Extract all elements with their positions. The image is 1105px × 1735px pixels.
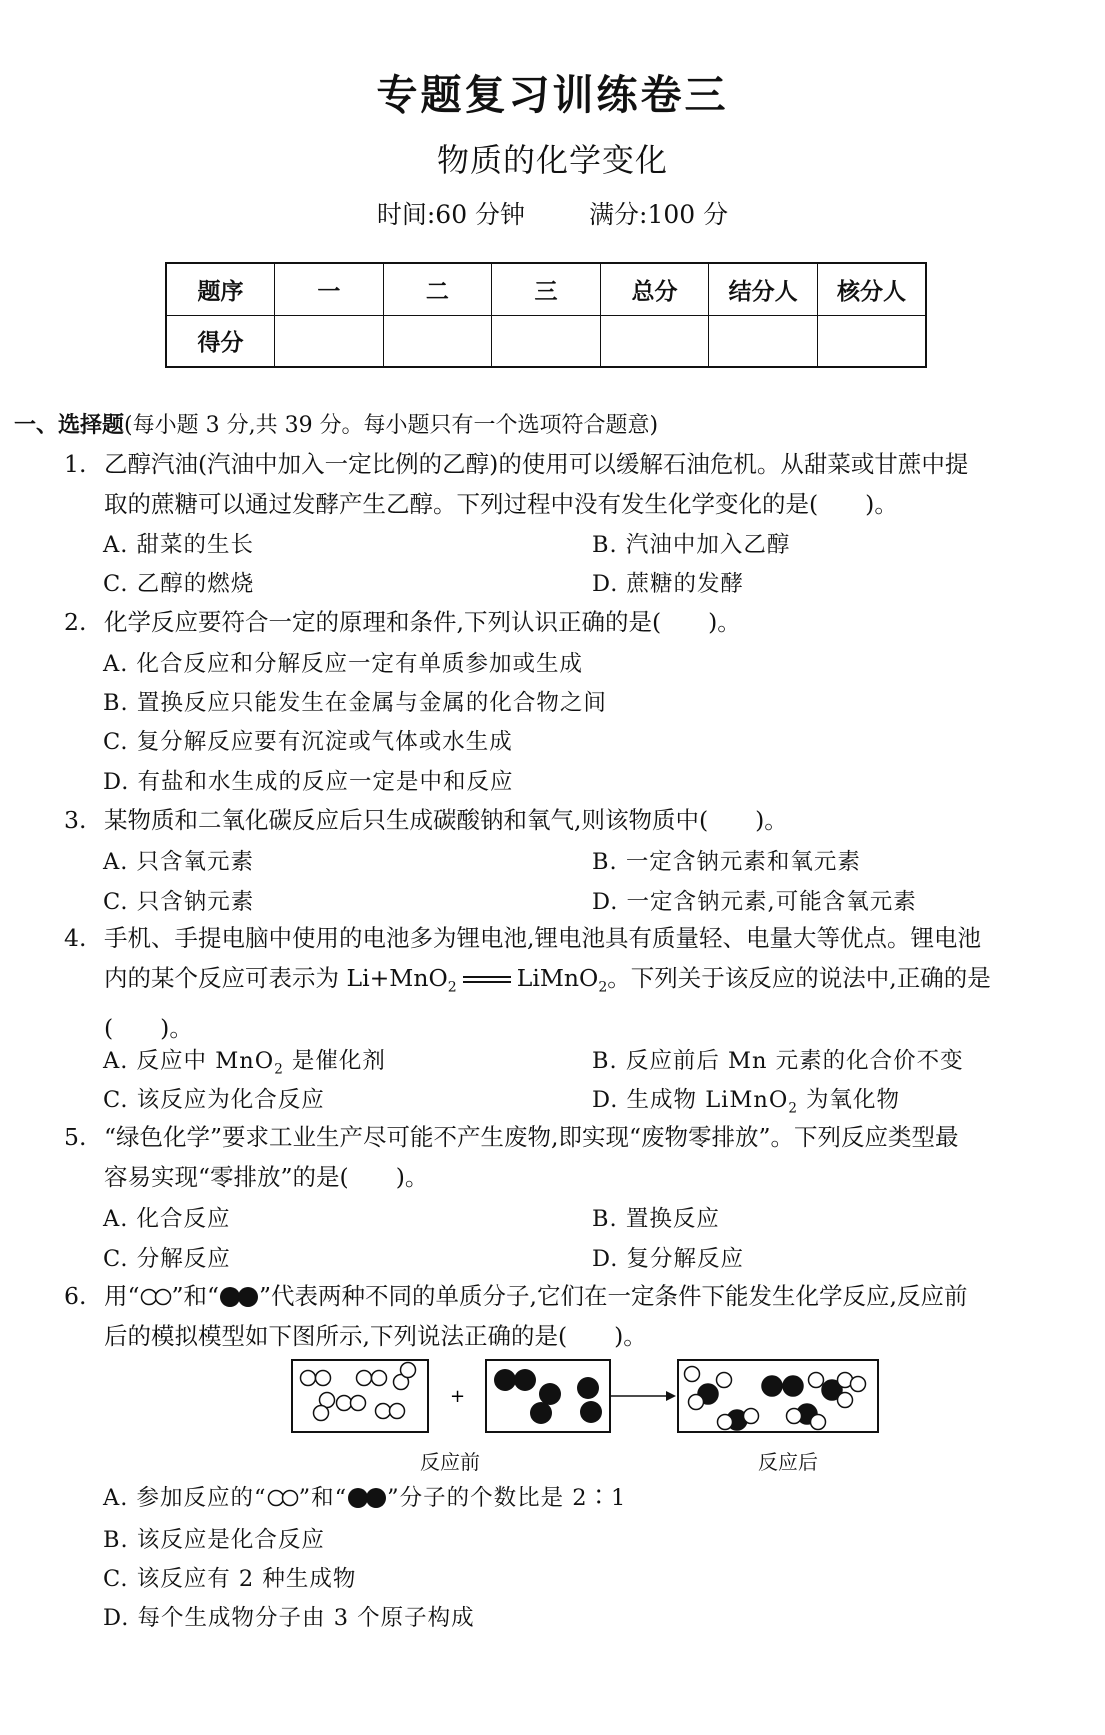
- question-text: 乙醇汽油(汽油中加入一定比例的乙醇)的使用可以缓解石油危机。从甜菜或甘蔗中提: [104, 450, 969, 478]
- option-text: A. 参加反应的“: [103, 1485, 267, 1511]
- subscript: 2: [788, 1100, 798, 1117]
- question-text: ”代表两种不同的单质分子,它们在一定条件下能发生化学反应,反应前: [259, 1282, 968, 1310]
- score-table-cell: 一: [275, 263, 384, 315]
- question-number: 2.: [64, 608, 87, 636]
- option-c[interactable]: C. 乙醇的燃烧: [103, 571, 255, 597]
- equation-part: 内的某个反应可表示为 Li+MnO: [104, 964, 448, 992]
- question-number: 5.: [64, 1123, 87, 1151]
- white-molecule-icon: [267, 1489, 299, 1507]
- score-input-cell[interactable]: [492, 315, 601, 367]
- score-table-cell: 三: [492, 263, 601, 315]
- option-text: ”和“: [298, 1485, 348, 1511]
- option-a[interactable]: A. 化合反应: [103, 1206, 231, 1232]
- score-table: [165, 262, 927, 368]
- option-b[interactable]: B. 该反应是化合反应: [103, 1527, 325, 1553]
- option-text: ”分子的个数比是 2∶1: [387, 1485, 627, 1511]
- option-d[interactable]: D. 每个生成物分子由 3 个原子构成: [103, 1605, 475, 1631]
- option-b[interactable]: B. 一定含钠元素和氧元素: [592, 849, 861, 875]
- question-text: 用“: [104, 1282, 140, 1310]
- score-table-header-row: [166, 263, 926, 315]
- option-c[interactable]: C. 复分解反应要有沉淀或气体或水生成: [103, 729, 513, 755]
- question-text-equation: [104, 958, 1084, 1008]
- question-text: 容易实现“零排放”的是( )。: [104, 1163, 429, 1191]
- subscript: 2: [274, 1061, 284, 1078]
- time-limit: 时间:60 分钟: [376, 200, 526, 229]
- option-c[interactable]: C. 该反应为化合反应: [103, 1087, 325, 1113]
- question-text: ( )。: [104, 1013, 193, 1042]
- section-note: (每小题 3 分,共 39 分。每小题只有一个选项符合题意): [124, 413, 659, 438]
- option-text: A. 反应中 MnO: [103, 1048, 275, 1074]
- equation-part: LiMnO: [516, 964, 599, 992]
- question-number: 6.: [64, 1282, 87, 1310]
- option-a[interactable]: A. 只含氧元素: [103, 849, 255, 875]
- question-2: [64, 602, 1084, 642]
- arrow-head: [666, 1391, 676, 1401]
- score-input-cell[interactable]: [709, 315, 818, 367]
- score-input-cell[interactable]: [383, 315, 492, 367]
- option-a[interactable]: [103, 1480, 626, 1512]
- label-after: 反应后: [758, 1450, 818, 1474]
- question-text: 化学反应要符合一定的原理和条件,下列认识正确的是( )。: [104, 608, 741, 636]
- question-text: 某物质和二氧化碳反应后只生成碳酸钠和氧气,则该物质中( )。: [104, 806, 788, 834]
- equals-sign: [463, 976, 511, 983]
- question-5: [64, 1117, 1084, 1197]
- score-table-cell: 核分人: [817, 263, 926, 315]
- option-text: 为氧化物: [797, 1087, 901, 1113]
- question-text: 手机、手提电脑中使用的电池多为锂电池,锂电池具有质量轻、电量大等优点。锂电池: [104, 924, 981, 952]
- score-table-cell: 题序: [166, 263, 275, 315]
- label-before: 反应前: [420, 1450, 480, 1474]
- score-table-cell: 得分: [166, 315, 275, 367]
- question-text: ”和“: [171, 1282, 220, 1310]
- option-b[interactable]: B. 反应前后 Mn 元素的化合价不变: [592, 1048, 964, 1074]
- option-text: 是催化剂: [283, 1048, 386, 1074]
- exam-meta: [0, 195, 1105, 231]
- question-1: [64, 444, 1084, 524]
- question-text: 后的模拟模型如下图所示,下列说法正确的是( )。: [104, 1322, 647, 1350]
- section-heading: [14, 408, 658, 439]
- score-input-cell[interactable]: [817, 315, 926, 367]
- reaction-model-diagram: [288, 1356, 888, 1436]
- option-c[interactable]: C. 只含钠元素: [103, 889, 255, 915]
- question-number: 1.: [64, 450, 87, 478]
- question-text: [104, 1276, 1084, 1316]
- score-table-score-row: [166, 315, 926, 367]
- white-molecule-icon: [140, 1288, 172, 1306]
- option-c[interactable]: C. 分解反应: [103, 1246, 231, 1272]
- score-table-cell: 结分人: [709, 263, 818, 315]
- plus-sign: +: [450, 1386, 466, 1407]
- subscript: 2: [598, 979, 608, 996]
- option-text: D. 生成物 LiMnO: [592, 1087, 789, 1113]
- question-number: 3.: [64, 806, 87, 834]
- score-input-cell[interactable]: [600, 315, 709, 367]
- score-input-cell[interactable]: [275, 315, 384, 367]
- black-molecule-icon: [347, 1487, 387, 1509]
- section-title: 一、选择题: [14, 413, 125, 438]
- question-text: 。下列关于该反应的说法中,正确的是: [607, 964, 991, 992]
- option-d[interactable]: D. 蔗糖的发酵: [592, 571, 745, 597]
- option-d[interactable]: [592, 1082, 900, 1117]
- question-number: 4.: [64, 924, 87, 952]
- option-b[interactable]: B. 汽油中加入乙醇: [592, 532, 791, 558]
- question-text: 取的蔗糖可以通过发酵产生乙醇。下列过程中没有发生化学变化的是( )。: [104, 490, 898, 518]
- option-b[interactable]: B. 置换反应只能发生在金属与金属的化合物之间: [103, 690, 607, 716]
- option-d[interactable]: D. 一定含钠元素,可能含氧元素: [592, 889, 917, 915]
- score-table-cell: 二: [383, 263, 492, 315]
- question-text: “绿色化学”要求工业生产尽可能不产生废物,即实现“废物零排放”。下列反应类型最: [104, 1123, 959, 1151]
- question-4: [64, 918, 1084, 1048]
- option-d[interactable]: D. 有盐和水生成的反应一定是中和反应: [103, 769, 514, 795]
- option-a[interactable]: [103, 1043, 386, 1078]
- page-title: 专题复习训练卷三: [376, 71, 729, 119]
- question-3: [64, 800, 1084, 840]
- option-b[interactable]: B. 置换反应: [592, 1206, 720, 1232]
- black-molecule-icon: [219, 1286, 259, 1308]
- option-a[interactable]: A. 化合反应和分解反应一定有单质参加或生成: [103, 651, 584, 677]
- subscript: 2: [447, 979, 457, 996]
- full-score: 满分:100 分: [589, 200, 729, 229]
- option-a[interactable]: A. 甜菜的生长: [103, 532, 255, 558]
- option-c[interactable]: C. 该反应有 2 种生成物: [103, 1566, 357, 1592]
- option-d[interactable]: D. 复分解反应: [592, 1246, 745, 1272]
- page-subtitle: 物质的化学变化: [436, 141, 668, 179]
- question-6: [64, 1276, 1084, 1356]
- score-table-cell: 总分: [600, 263, 709, 315]
